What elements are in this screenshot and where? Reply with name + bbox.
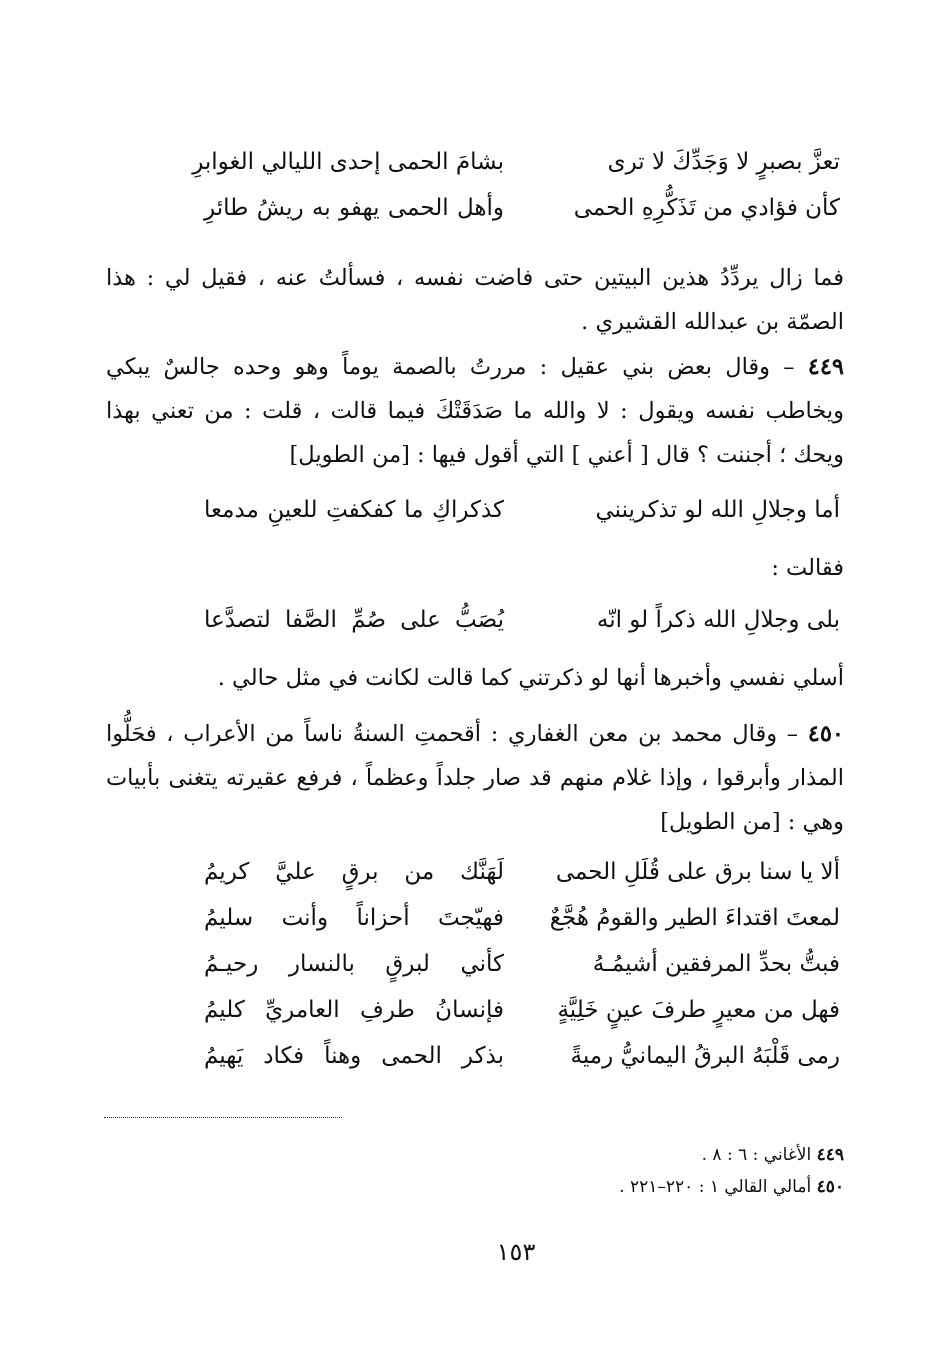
verse-second-hemistich: كذكراكِ ما كفكفتِ للعينِ مدمعا <box>204 497 504 523</box>
verse-line <box>204 942 840 986</box>
verse-second-hemistich: لَهَنَّك من برقٍ عليَّ كريمُ <box>204 859 504 885</box>
verse-line <box>204 988 840 1032</box>
footnote-text: أمالي القالي ١ : ٢٢٠–٢٢١ . <box>619 1177 812 1197</box>
footnote-number: ٤٤٩ <box>816 1145 844 1165</box>
verse-second-hemistich: وأهل الحمى يهفو به ريشُ طائرِ <box>204 195 504 221</box>
paragraph-449 <box>106 345 844 477</box>
item-number: ٤٤٩ <box>807 354 844 380</box>
page-number: ١٥٣ <box>496 1238 536 1266</box>
verse-first-hemistich: كأن فؤادي من تَذَكُّرِهِ الحمى <box>573 195 840 221</box>
verse-second-hemistich: فإنسانُ طرفِ العامريِّ كليمُ <box>204 997 504 1023</box>
verse-second-hemistich: بشامَ الحمى إحدى الليالي الغوابرِ <box>192 149 504 175</box>
verse-line <box>204 598 840 642</box>
verse-second-hemistich: فهيّجتَ أحزاناً وأنت سليمُ <box>204 905 504 931</box>
verse-first-hemistich: بلى وجلالِ الله ذكراً لو انّه <box>596 607 840 633</box>
verse-line <box>192 140 840 184</box>
paragraph-450 <box>106 712 844 844</box>
verse-line <box>204 186 840 230</box>
footnote <box>244 1172 844 1202</box>
item-text: – وقال محمد بن معن الغفاري : أقحمتِ السنةُ ناساً من الأعراب ، فحَلُّوا المذار وأبرقوا ، وإذا غلام منهم قد صار جلداً وعظماً ، فرفع عقيرته يتغنى بأبيات وهي : [من الطويل] <box>106 721 844 835</box>
verse-second-hemistich: بذكر الحمى وهناً فكاد يَهيمُ <box>204 1043 504 1069</box>
footnote-number: ٤٥٠ <box>816 1177 844 1197</box>
verse-first-hemistich: لمعتَ اقتداءَ الطير والقومُ هُجَّعٌ <box>549 905 840 931</box>
paragraph: أسلي نفسي وأخبرها أنها لو ذكرتني كما قالت لكانت في مثل حالي . <box>217 665 844 691</box>
footnote <box>244 1140 844 1170</box>
verse-second-hemistich: يُصَبُّ على صُمِّ الصَّفا لتصدَّعا <box>204 607 504 633</box>
verse-first-hemistich: أما وجلالِ الله لو تذكرينني <box>595 497 840 523</box>
verse-first-hemistich: رمى قَلْبَهُ البرقُ اليمانيُّ رميةً <box>570 1043 840 1069</box>
verse-line <box>204 850 840 894</box>
footnote-text: الأغاني : ٦ : ٨ . <box>701 1145 812 1165</box>
verse-second-hemistich: كأني لبرقٍ بالنسار رحيـمُ <box>204 951 504 977</box>
verse-line <box>204 488 840 532</box>
verse-first-hemistich: فبتُّ بحدِّ المرفقين أشيمُـهُ <box>592 951 840 977</box>
item-number: ٤٥٠ <box>807 721 845 747</box>
paragraph: فما زال يردِّدُ هذين البيتين حتى فاضت نفسه ، فسألتُ عنه ، فقيل لي : هذا الصمّة بن عبدالله القشيري . <box>106 265 844 335</box>
verse-first-hemistich: تعزَّ بصبرٍ لا وَجَدِّكَ لا ترى <box>607 149 840 175</box>
verse-first-hemistich: ألا يا سنا برق على قُلَلِ الحمى <box>555 859 840 885</box>
item-text: – وقال بعض بني عقيل : مررتُ بالصمة يوماً وهو وحده جالسٌ يبكي ويخاطب نفسه ويقول : لا والله ما صَدَقَتْكَ فيما قالت ، قلت : من تعني بهذا ويحك ؛ أجننت ؟ قال [ أعني ] التي أقول فيها : [من الطويل] <box>106 354 844 468</box>
verse-line <box>204 896 840 940</box>
faqalat-line: فقالت : <box>771 555 844 581</box>
verse-line <box>204 1034 840 1078</box>
footnote-divider <box>104 1117 342 1118</box>
verse-first-hemistich: فهل من معيرٍ طرفَ عينٍ خَلِيَّةٍ <box>557 997 840 1023</box>
